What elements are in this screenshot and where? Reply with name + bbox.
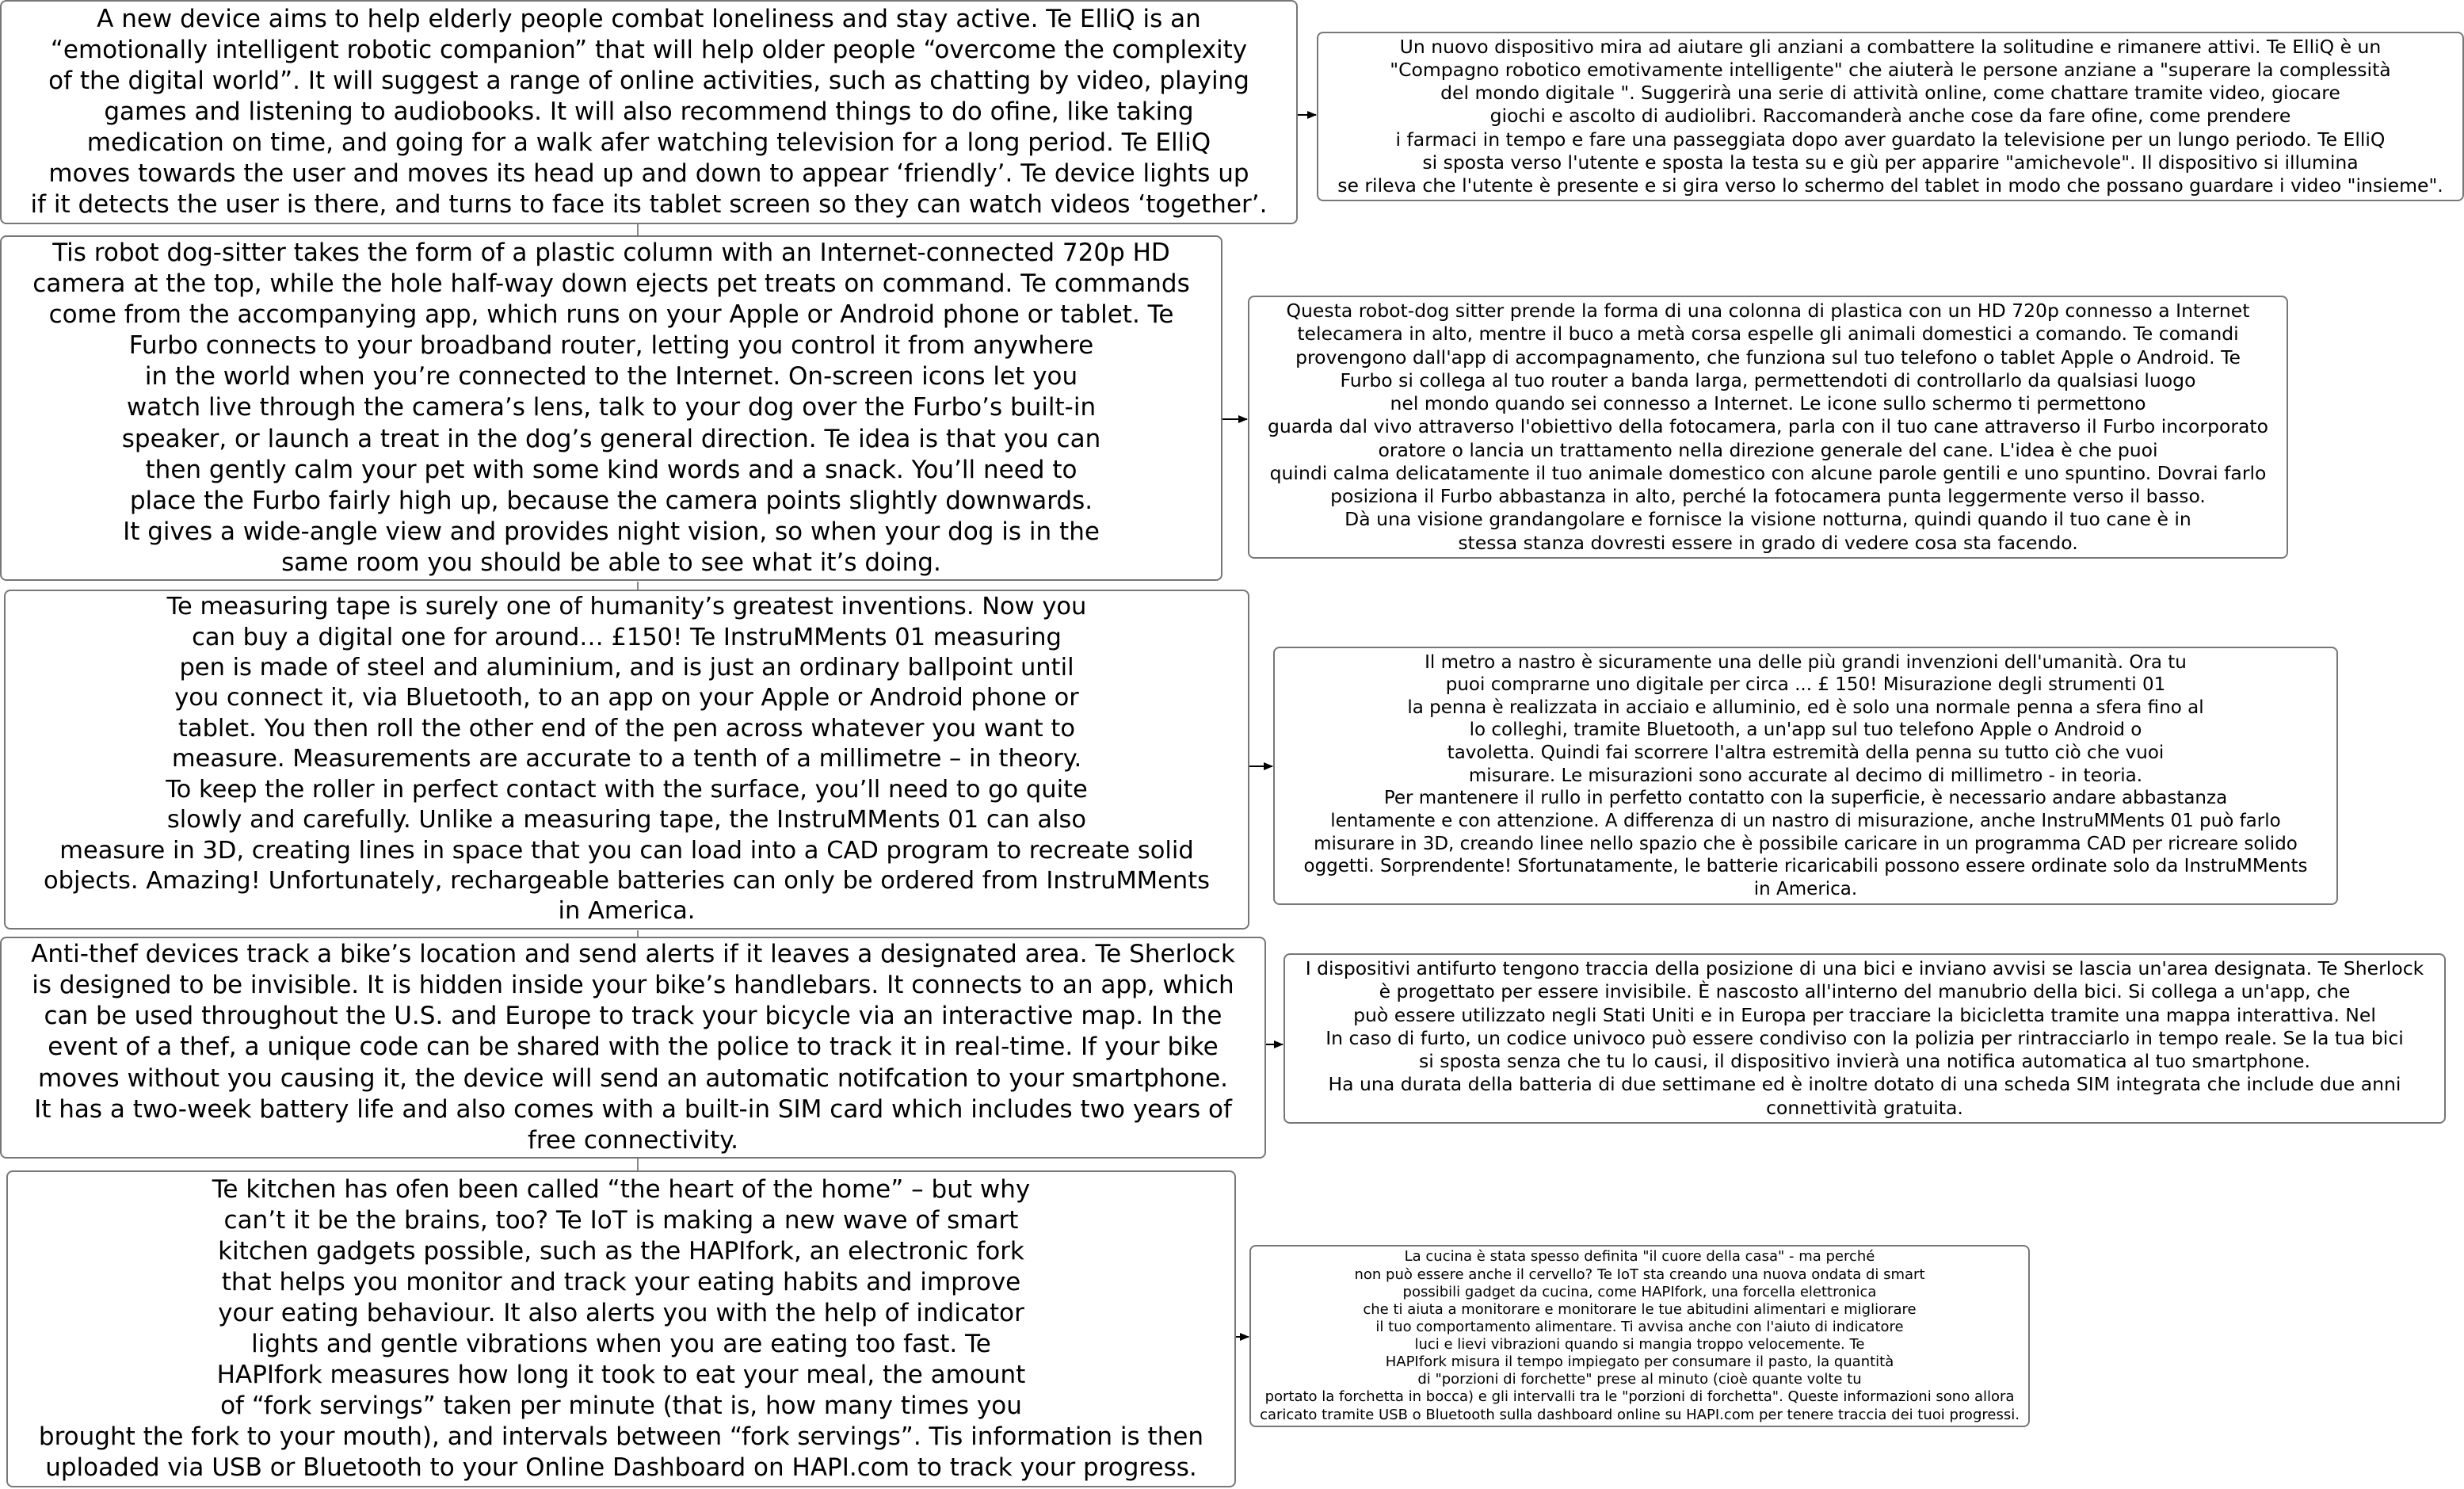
italian-box-furbo [1248, 296, 2288, 559]
italian-box-hapifork [1249, 1245, 2030, 1427]
english-text: Te kitchen has ofen been called “the heart of the home” – but why can’t it be the brains, too? Te IoT is making a new wave of smart kitchen gadgets possible, such as the HAPIfork, an electronic fork that helps you monitor and track your eating habits and improve your eating behaviour. It also alerts you with the help of indicator lights and gentle vibrations when you are eating too fast. Te HAPIfork measures how long it took to eat your meal, the amount of “fork servings” taken per minute (that is, how many times you brought the fork to your mouth), and intervals between “fork servings”. Tis information is then uploaded via USB or Bluetooth to your Online Dashboard on HAPI.com to track your progress. [38, 1174, 1204, 1483]
english-text: A new device aims to help elderly people combat loneliness and stay active. Te ElliQ is an “emotionally intelligent robotic companion” that will help older people “overcome the complexity of the digital world”. It will suggest a range of online activities, such as chatting by video, playing games and listening to audiobooks. It will also recommend things to do ofine, like taking medication on time, and going for a walk afer watching television for a long period. Te ElliQ moves towards the user and moves its head up and down to appear ‘friendly’. Te device lights up if it detects the user is there, and turns to face its tablet screen so they can watch videos ‘together’. [30, 4, 1268, 220]
english-text: Anti-thef devices track a bike’s location and send alerts if it leaves a designated area. Te Sherlock is designed to be invisible. It is hidden inside your bike’s handlebars. It connects to an app, which can be used throughout the U.S. and Europe to track your bicycle via an interactive map. In the event of a thef, a unique code can be shared with the police to track it in real-time. If your bike moves without you causing it, the device will send an automatic notifcation to your smartphone. It has a two-week battery life and also comes with a built-in SIM card which includes two years of free connectivity. [31, 940, 1235, 1155]
english-text: Te measuring tape is surely one of humanity’s greatest inventions. Now you can buy a digital one for around… £150! Te InstruMMents 01 measuring pen is made of steel and aluminium, and is just an ordinary ballpoint until you connect it, via Bluetooth, to an app on your Apple or Android phone or tablet. You then roll the other end of the pen across whatever you want to measure. Measurements are accurate to a tenth of a millimetre – in theory. To keep the roller in perfect contact with the surface, you’ll need to go quite slowly and carefully. Unlike a measuring tape, the InstruMMents 01 can also measure in 3D, creating lines in space that you can load into a CAD program to recreate solid objects. Amazing! Unfortunately, rechargeable batteries can only be ordered from InstruMMents in America. [43, 593, 1211, 926]
english-box-elliq [0, 0, 1298, 224]
english-box-hapifork [6, 1170, 1236, 1487]
english-box-instrumments [4, 590, 1249, 930]
italian-box-elliq [1317, 32, 2464, 201]
english-box-sherlock [0, 937, 1266, 1159]
english-box-furbo [0, 235, 1222, 581]
italian-box-instrumments [1273, 647, 2338, 905]
italian-text: I dispositivi antifurto tengono traccia della posizione di una bici e inviano avvisi se lascia un'area designata. Te Sherlock è progettato per essere invisibile. È nascosto all'interno del manubrio della bici. Si collega a un'app, che può essere utilizzato negli Stati Uniti e in Europa per tracciare la bicicletta tramite una mappa interattiva. Nel In caso di furto, un codice univoco può essere condiviso con la polizia per rintracciarlo in tempo reale. Se la tua bici si sposta senza che tu lo causi, il dispositivo invierà una notifica automatica al tuo smartphone. Ha una durata della batteria di due settimane ed è inoltre dotato di una scheda SIM integrata che include due anni connettività gratuita. [1305, 957, 2424, 1119]
english-text: Tis robot dog-sitter takes the form of a plastic column with an Internet-connected 720p HD camera at the top, while the hole half-way down ejects pet treats on command. Te commands come from the accompanying app, which runs on your Apple or Android phone or tablet. Te Furbo connects to your broadband router, letting you control it from anywhere in the world when you’re connected to the Internet. On-screen icons let you watch live through the camera’s lens, talk to your dog over the Furbo’s built-in speaker, or launch a treat in the dog’s general direction. Te idea is that you can then gently calm your pet with some kind words and a snack. You’ll need to place the Furbo fairly high up, because the camera points slightly downwards. It gives a wide-angle view and provides night vision, so when your dog is in the same room you should be able to see what it’s doing. [32, 239, 1190, 577]
italian-text: Questa robot-dog sitter prende la forma di una colonna di plastica con un HD 720p connesso a Internet telecamera in alto, mentre il buco a metà corsa espelle gli animali domestici a comando. Te comandi provengono dall'app di accompagnamento, che funziona sul tuo telefono o tablet Apple o Android. Te Furbo si collega al tuo router a banda larga, permettendoti di controllarlo da qualsiasi luogo nel mondo quando sei connesso a Internet. Le icone sullo schermo ti permettono guarda dal vivo attraverso l'obiettivo della fotocamera, parla con il tuo cane attraverso il Furbo incorporato oratore o lancia un trattamento nella direzione generale del cane. L'idea è che puoi quindi calma delicatamente il tuo animale domestico con alcune parole gentili e uno spuntino. Dovrai farlo posiziona il Furbo abbastanza in alto, perché la fotocamera punta leggermente verso il basso. Dà una visione grandangolare e fornisce la visione notturna, quindi quando il tuo cane è in stessa stanza dovresti essere in grado di vedere cosa sta facendo. [1267, 300, 2269, 554]
italian-text: Il metro a nastro è sicuramente una delle più grandi invenzioni dell'umanità. Ora tu puoi comprarne uno digitale per circa ... £ 150! Misurazione degli strumenti 01 la penna è realizzata in acciaio e alluminio, ed è solo una normale penna a sfera fino al lo colleghi, tramite Bluetooth, a un'app sul tuo telefono Apple o Android o tavoletta. Quindi fai scorrere l'altra estremità della penna su tutto ciò che vuoi misurare. Le misurazioni sono accurate al decimo di millimetro - in teoria. Per mantenere il rullo in perfetto contatto con la superficie, è necessario andare abbastanza lentamente e con attenzione. A differenza di un nastro di misurazione, anche InstruMMents 01 può farlo misurare in 3D, creando linee nello spazio che è possibile caricare in un programma CAD per ricreare solido oggetti. Sorprendente! Sfortunatamente, le batterie ricaricabili possono essere ordinate solo da InstruMMents in America. [1303, 651, 2308, 899]
italian-text: Un nuovo dispositivo mira ad aiutare gli anziani a combattere la solitudine e rimanere attivi. Te ElliQ è un "Compagno robotico emotivamente intelligente" che aiuterà le persone anziane a "superare la complessità del mondo digitale ". Suggerirà una serie di attività online, come chattare tramite video, giocare giochi e ascolto di audiolibri. Raccomanderà anche cose da fare ofine, come prendere i farmaci in tempo e fare una passeggiata dopo aver guardato la televisione per un lungo periodo. Te ElliQ si sposta verso l'utente e sposta la testa su e giù per apparire "amichevole". Il dispositivo si illumina se rileva che l'utente è presente e si gira verso lo schermo del tablet in modo che possano guardare i video "insieme". [1337, 35, 2443, 197]
italian-text: La cucina è stata spesso definita "il cuore della casa" - ma perché non può essere anche il cervello? Te IoT sta creando una nuova ondata di smart possibili gadget da cucina, come HAPIfork, una forcella elettronica che ti aiuta a monitorare e monitorare le tue abitudini alimentari e migliorare il tuo comportamento alimentare. Ti avvisa anche con l'aiuto di indicatore luci e lievi vibrazioni quando si mangia troppo velocemente. Te HAPIfork misura il tempo impiegato per consumare il pasto, la quantità di "porzioni di forchette" prese al minuto (cioè quante volte tu portato la forchetta in bocca) e gli intervalli tra le "porzioni di forchetta". Queste informazioni sono allora caricato tramite USB o Bluetooth sulla dashboard online su HAPI.com per tenere traccia dei tuoi progressi. [1260, 1248, 2020, 1423]
italian-box-sherlock [1283, 953, 2446, 1124]
